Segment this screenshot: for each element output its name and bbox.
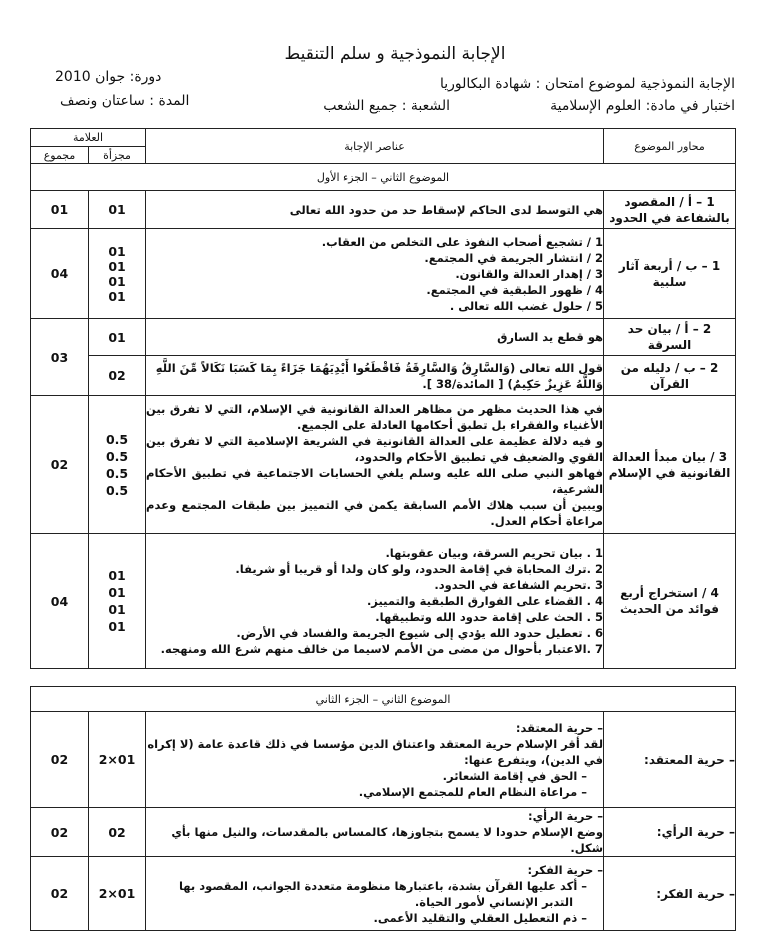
- partial-mark: 01: [108, 258, 126, 274]
- partial-mark: 01: [108, 619, 126, 634]
- exam-line: الإجابة النموذجية لموضوع امتحان : شهادة البكالوريا: [439, 76, 735, 92]
- partial-mark-cell: [89, 534, 146, 669]
- partial-mark: 01: [108, 329, 126, 345]
- question-axis: 2 – أ / بيان حد السرقة: [604, 319, 736, 356]
- partial-mark: 01: [108, 288, 126, 304]
- elements-column-header: عناصر الإجابة: [146, 129, 604, 164]
- partial-mark: 01: [108, 568, 126, 583]
- partial-mark-cell: [89, 396, 146, 534]
- partial-mark: 0.5: [105, 482, 129, 498]
- answer-cell: [146, 319, 604, 356]
- partial-mark-cell: [89, 319, 146, 356]
- partial-mark-header: مجزأة: [89, 147, 146, 164]
- answer-cell: [146, 396, 604, 534]
- partial-mark: 2×01: [89, 857, 146, 931]
- total-mark: 02: [31, 712, 89, 808]
- partial-mark-cell: [89, 229, 146, 319]
- answer-line: 5 . الحث على إقامة حدود الله وتطبيقها.: [375, 610, 604, 624]
- answer-line: 4 / ظهور الطبقية في المجتمع.: [426, 282, 604, 297]
- section-row: [31, 687, 736, 712]
- grading-table-part1: [30, 128, 736, 669]
- section-title-part1: الموضوع الثاني – الجزء الأول: [31, 164, 736, 191]
- partial-mark: 02: [108, 368, 126, 383]
- partial-mark: 0.5: [105, 448, 129, 464]
- answer-line: 6 . تعطيل حدود الله يؤدي إلى شيوع الجريمة والفساد في الأرض.: [236, 626, 604, 640]
- quran-verse-line: قول الله تعالى (وَالسَّارِقُ وَالسَّارِقَةُ فَاقْطَعُوا أَيْدِيَهُمَا جَزَاءً بِمَا كَسَبَا نَكَالاً مِّنَ اللَّهِ وَاللَّهُ عَزِيزٌ حَكِيمٌ) [ المائدة/38 ].: [155, 360, 604, 391]
- question-axis: 1 – أ / المقصود بالشفاعة في الحدود: [604, 191, 736, 229]
- question-axis: 2 – ب / دليله من القرآن: [604, 356, 736, 396]
- section-row: [31, 164, 736, 191]
- total-mark-header: مجموع: [31, 147, 89, 164]
- session-label: دورة: جوان 2010: [55, 69, 162, 85]
- grading-table-part2: [30, 686, 736, 931]
- question-axis: – حرية المعتقد:: [604, 712, 736, 808]
- question-axis: 3 / بيان مبدأ العدالة القانونية في الإسلام: [604, 396, 736, 534]
- section-title-part2: الموضوع الثاني – الجزء الثاني: [31, 687, 736, 712]
- answer-line: هي التوسط لدى الحاكم لإسقاط حد من حدود الله تعالى: [289, 202, 604, 217]
- answer-heading: – حرية الرأي:: [528, 809, 604, 823]
- table-row: [31, 712, 736, 808]
- partial-mark: 01: [108, 273, 126, 289]
- total-mark: 03: [31, 319, 89, 396]
- answer-cell: [146, 534, 604, 669]
- answer-cell: [146, 857, 604, 931]
- total-mark: 02: [31, 857, 89, 931]
- mark-column-header: العلامة: [31, 129, 146, 147]
- total-mark: 04: [31, 534, 89, 669]
- answer-cell: [146, 229, 604, 319]
- answer-line: 1 / تشجيع أصحاب النفوذ على التخلص من العقاب.: [321, 234, 604, 249]
- table-row: [31, 356, 736, 396]
- partial-mark: 01: [108, 585, 126, 600]
- answer-line: هو قطع يد السارق: [497, 330, 604, 344]
- duration-label: المدة : ساعتان ونصف: [60, 93, 190, 109]
- partial-mark: 01: [108, 243, 126, 259]
- answer-line: 1 . بيان تحريم السرقة، وبيان عقوبتها.: [385, 546, 604, 560]
- partial-mark: 0.5: [105, 465, 129, 481]
- answer-line: 3 .تحريم الشفاعة في الحدود.: [434, 578, 604, 592]
- table-row: [31, 857, 736, 931]
- answer-cell: [146, 356, 604, 396]
- table-row: [31, 191, 736, 229]
- partial-mark-cell: [89, 191, 146, 229]
- answer-line: 2 / انتشار الجريمة في المجتمع.: [424, 250, 604, 265]
- partial-mark: 01: [108, 202, 126, 217]
- answer-cell: [146, 191, 604, 229]
- answer-bullet: – مراعاة النظام العام للمجتمع الإسلامي.: [358, 784, 588, 799]
- answer-cell: [146, 712, 604, 808]
- total-mark: 02: [31, 808, 89, 857]
- answer-line: لقد أقر الإسلام حرية المعتقد واعتناق الدين مؤسسا في ذلك قاعدة عامة (لا إكراه في الدين)، ويتفرع عنها:: [147, 736, 604, 767]
- partial-mark: 02: [89, 808, 146, 857]
- subject-label: اختبار في مادة: العلوم الإسلامية: [550, 98, 735, 114]
- answer-line: 2 .ترك المحاباة في إقامة الحدود، ولو كان ولدا أو قريبا أو شريفا.: [235, 562, 604, 576]
- total-mark: 02: [31, 396, 89, 534]
- answer-bullet: – أكد عليها القرآن بشدة، باعتبارها منظومة متعددة الجوانب، المقصود بها التدبر الإنساني لأمور الحياة.: [178, 878, 588, 909]
- answer-bullet: – ذم التعطيل العقلي والتقليد الأعمى.: [373, 910, 588, 925]
- answer-bullet: – الحق في إقامة الشعائر.: [442, 768, 588, 783]
- answer-paragraph: في هذا الحديث مظهر من مظاهر العدالة القانونية في الإسلام، التي لا تفرق بين الأغنياء والفقراء بل تطبق أحكامها العادلة على الجميع.: [146, 401, 604, 432]
- total-mark: 01: [31, 191, 89, 229]
- table-row: [31, 229, 736, 319]
- question-axis: 4 / استخراج أربع فوائد من الحديث: [604, 534, 736, 669]
- table-row: [31, 808, 736, 857]
- answer-line: 7 .الاعتبار بأحوال من مضى من الأمم لاسيما من خالف منهم شرع الله ومنهجه.: [160, 642, 604, 656]
- answer-line: 5 / حلول غضب الله تعالى .: [449, 298, 604, 313]
- answer-line: 4 . القضاء على الفوارق الطبقية والتمييز.: [366, 594, 604, 608]
- answer-heading: – حرية المعتقد:: [515, 720, 604, 735]
- answer-paragraph: و فيه دلالة عظيمة على العدالة القانونية في الشريعة الإسلامية التي لا تفرق بين القوي والضعيف في تطبيق الأحكام والحدود،: [146, 433, 604, 464]
- document-title: الإجابة النموذجية و سلم التنقيط: [284, 44, 506, 64]
- table-header-row: [31, 129, 736, 147]
- axes-column-header: محاور الموضوع: [604, 129, 736, 164]
- question-axis: 1 – ب / أربعة آثار سلبية: [604, 229, 736, 319]
- table-row: [31, 396, 736, 534]
- answer-cell: [146, 808, 604, 857]
- answer-paragraph: فهاهو النبي صلى الله عليه وسلم يلغي الحسابات الاجتماعية في تطبيق الأحكام الشرعية،: [146, 465, 604, 496]
- answer-line: 3 / إهدار العدالة والقانون.: [455, 266, 604, 281]
- table-row: [31, 534, 736, 669]
- stream-label: الشعبة : جميع الشعب: [323, 98, 450, 114]
- answer-line: وضع الإسلام حدودا لا يسمح بتجاوزها، كالمساس بالمقدسات، والنيل منها بأي شكل.: [171, 825, 604, 855]
- question-axis: – حرية الفكر:: [604, 857, 736, 931]
- question-axis: – حرية الرأي:: [604, 808, 736, 857]
- partial-mark-cell: [89, 356, 146, 396]
- table-row: [31, 319, 736, 356]
- partial-mark: 2×01: [89, 712, 146, 808]
- answer-paragraph: ويبين أن سبب هلاك الأمم السابقة يكمن في التمييز بين طبقات المجتمع وعدم مراعاة أحكام العدل.: [146, 497, 604, 528]
- answer-heading: – حرية الفكر:: [527, 862, 604, 877]
- partial-mark: 0.5: [105, 431, 129, 447]
- total-mark: 04: [31, 229, 89, 319]
- partial-mark: 01: [108, 602, 126, 617]
